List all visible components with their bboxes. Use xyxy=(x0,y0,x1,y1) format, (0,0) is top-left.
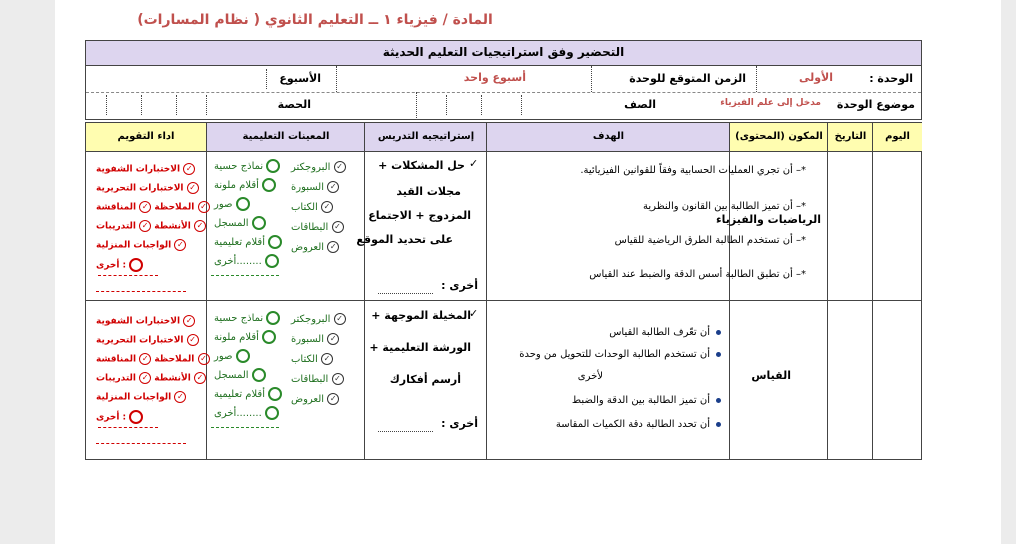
check-circle-icon: ✓ xyxy=(332,221,344,233)
row2-goal-3: لأخرى xyxy=(577,371,603,382)
col-day: اليوم xyxy=(872,123,922,151)
aid-option-item: أقلام ملونة xyxy=(214,330,276,344)
radio-circle-icon xyxy=(265,254,279,268)
check-circle-icon: ✓ xyxy=(174,391,186,403)
col-strategy: إستراتيجيه التدريس xyxy=(364,123,487,151)
check-circle-icon: ✓ xyxy=(327,333,339,345)
row1-strategy-3: المزدوج + الاجتماع xyxy=(368,209,471,222)
assessment-item: الملاحظة ✓ المناقشة ✓ xyxy=(96,201,210,213)
row2-strategy-1: المخيلة الموجهة + xyxy=(371,309,471,322)
radio-circle-icon xyxy=(265,406,279,420)
row1-strategy-2: مجلات القيد xyxy=(396,185,461,198)
radio-circle-icon xyxy=(266,159,280,173)
row1-goal-1: *– أن تجري العمليات الحسابية وفقاً للقوانين الفيزيائية. xyxy=(580,165,806,176)
topic-value: مدخل إلى علم الفيزياء xyxy=(720,98,821,108)
assessment-item: أخرى : xyxy=(96,410,143,424)
aid-checked-item: العروض ✓ xyxy=(291,393,339,405)
header-row-unit xyxy=(86,66,921,93)
assessment-item: الواجبات المنزلية ✓ xyxy=(96,391,186,403)
assessment-item: أخرى : xyxy=(96,258,143,272)
col-assessment: اداء التقويم xyxy=(86,123,206,151)
unit-value: الأولى xyxy=(798,71,833,84)
radio-circle-icon xyxy=(129,410,143,424)
assessment-item: الاختبارات التحريرية ✓ xyxy=(96,334,199,346)
aid-checked-item: العروض ✓ xyxy=(291,241,339,253)
check-circle-icon: ✓ xyxy=(198,353,210,365)
check-circle-icon: ✓ xyxy=(332,373,344,385)
row2-goal-2: أن تستخدم الطالبة الوحدات للتحويل من وحدة xyxy=(519,349,721,360)
row1-goal-3: *– أن تستخدم الطالبة الطرق الرياضية للقياس xyxy=(614,235,806,246)
assessment-item: الاختبارات التحريرية ✓ xyxy=(96,182,199,194)
aid-checked-item: البطاقات ✓ xyxy=(291,221,344,233)
header-row-topic xyxy=(86,92,921,118)
radio-circle-icon xyxy=(262,330,276,344)
topic-label: موضوع الوحدة xyxy=(836,98,915,111)
row2-goal-5: أن تحدد الطالبة دقة الكميات المقاسة xyxy=(556,419,721,430)
unit-label: الوحدة : xyxy=(869,72,913,85)
header-banner: التحضير وفق استراتيجيات التعليم الحديثة xyxy=(86,41,921,66)
check-circle-icon: ✓ xyxy=(139,353,151,365)
week-label: الأسبوع xyxy=(279,72,321,85)
aid-option-item: صور xyxy=(214,197,250,211)
period-label: الحصة xyxy=(277,98,311,111)
check-circle-icon: ✓ xyxy=(187,182,199,194)
class-label: الصف xyxy=(624,98,656,111)
check-circle-icon: ✓ xyxy=(139,220,151,232)
check-circle-icon: ✓ xyxy=(327,181,339,193)
check-circle-icon: ✓ xyxy=(174,239,186,251)
row1-content: الرياضيات والفيزياء xyxy=(715,213,821,226)
aid-checked-item: السبورة ✓ xyxy=(291,181,339,193)
check-circle-icon: ✓ xyxy=(194,220,206,232)
check-circle-icon: ✓ xyxy=(139,372,151,384)
unit-header xyxy=(85,40,922,120)
radio-circle-icon xyxy=(236,349,250,363)
check-circle-icon: ✓ xyxy=(327,393,339,405)
row2-strategy-3: أرسم أفكارك xyxy=(389,373,461,386)
col-aids: المعينات التعليمية xyxy=(206,123,365,151)
aid-option-item: أقلام تعليمية xyxy=(214,387,282,401)
checkmark-icon: ✓ xyxy=(469,157,479,170)
check-circle-icon: ✓ xyxy=(334,313,346,325)
radio-circle-icon xyxy=(129,258,143,272)
radio-circle-icon xyxy=(252,216,266,230)
aid-checked-item: الكتاب ✓ xyxy=(291,201,333,213)
aid-checked-item: الكتاب ✓ xyxy=(291,353,333,365)
row2-goal-1: أن تعّرف الطالبة القياس xyxy=(609,327,721,338)
aid-checked-item: البروجكتر ✓ xyxy=(291,161,346,173)
radio-circle-icon xyxy=(266,311,280,325)
col-date: التاريخ xyxy=(827,123,873,151)
aid-option-item: أخرى........ xyxy=(214,406,279,420)
assessment-item: الواجبات المنزلية ✓ xyxy=(96,239,186,251)
aid-checked-item: السبورة ✓ xyxy=(291,333,339,345)
check-circle-icon: ✓ xyxy=(187,334,199,346)
assessment-item: الملاحظة ✓ المناقشة ✓ xyxy=(96,353,210,365)
radio-circle-icon xyxy=(252,368,266,382)
aid-option-item: صور xyxy=(214,349,250,363)
check-circle-icon: ✓ xyxy=(139,201,151,213)
page-title: المادة / فيزياء ١ ــ التعليم الثانوي ( نظام المسارات) xyxy=(137,12,493,28)
lesson-table xyxy=(85,122,922,460)
aid-checked-item: البطاقات ✓ xyxy=(291,373,344,385)
check-circle-icon: ✓ xyxy=(334,161,346,173)
radio-circle-icon xyxy=(268,387,282,401)
check-circle-icon: ✓ xyxy=(321,201,333,213)
aid-option-item: أخرى........ xyxy=(214,254,279,268)
aid-checked-item: البروجكتر ✓ xyxy=(291,313,346,325)
row2-strategy-2: الورشة التعليمية + xyxy=(369,341,471,354)
check-circle-icon: ✓ xyxy=(327,241,339,253)
row1-goal-2: *– أن تميز الطالبة بين القانون والنظرية xyxy=(643,201,806,212)
radio-circle-icon xyxy=(268,235,282,249)
row1-strategy-1: حل المشكلات + xyxy=(378,159,465,172)
check-circle-icon: ✓ xyxy=(183,163,195,175)
radio-circle-icon xyxy=(236,197,250,211)
assessment-item: الأنشطة ✓ التدريبات ✓ xyxy=(96,220,206,232)
aid-option-item: نماذج حسية xyxy=(214,311,280,325)
aid-option-item: أقلام ملونة xyxy=(214,178,276,192)
row1-strategy-4: على تحديد الموقع xyxy=(356,233,453,246)
check-circle-icon: ✓ xyxy=(194,372,206,384)
time-value: أسبوع واحد xyxy=(463,71,526,84)
radio-circle-icon xyxy=(262,178,276,192)
aid-option-item: المسجل xyxy=(214,368,266,382)
row2-other: أخرى : xyxy=(441,417,478,430)
checkmark-icon: ✓ xyxy=(469,307,479,320)
assessment-item: الاختبارات الشفوية ✓ xyxy=(96,163,195,175)
aid-option-item: نماذج حسية xyxy=(214,159,280,173)
row2-content: القياس xyxy=(751,369,791,382)
assessment-item: الاختبارات الشفوية ✓ xyxy=(96,315,195,327)
time-label: الزمن المتوقع للوحدة xyxy=(629,72,746,85)
row1-other: أخرى : xyxy=(441,279,478,292)
row1-goal-4: *– أن تطبق الطالبة أسس الدقة والضبط عند القياس xyxy=(589,269,806,280)
check-circle-icon: ✓ xyxy=(198,201,210,213)
row2-goal-4: أن تميز الطالبة بين الدقة والضبط xyxy=(572,395,721,406)
check-circle-icon: ✓ xyxy=(183,315,195,327)
assessment-item: الأنشطة ✓ التدريبات ✓ xyxy=(96,372,206,384)
aid-option-item: أقلام تعليمية xyxy=(214,235,282,249)
col-goal: الهدف xyxy=(486,123,730,151)
col-content: المكون (المحتوى) xyxy=(729,123,828,151)
aid-option-item: المسجل xyxy=(214,216,266,230)
check-circle-icon: ✓ xyxy=(321,353,333,365)
